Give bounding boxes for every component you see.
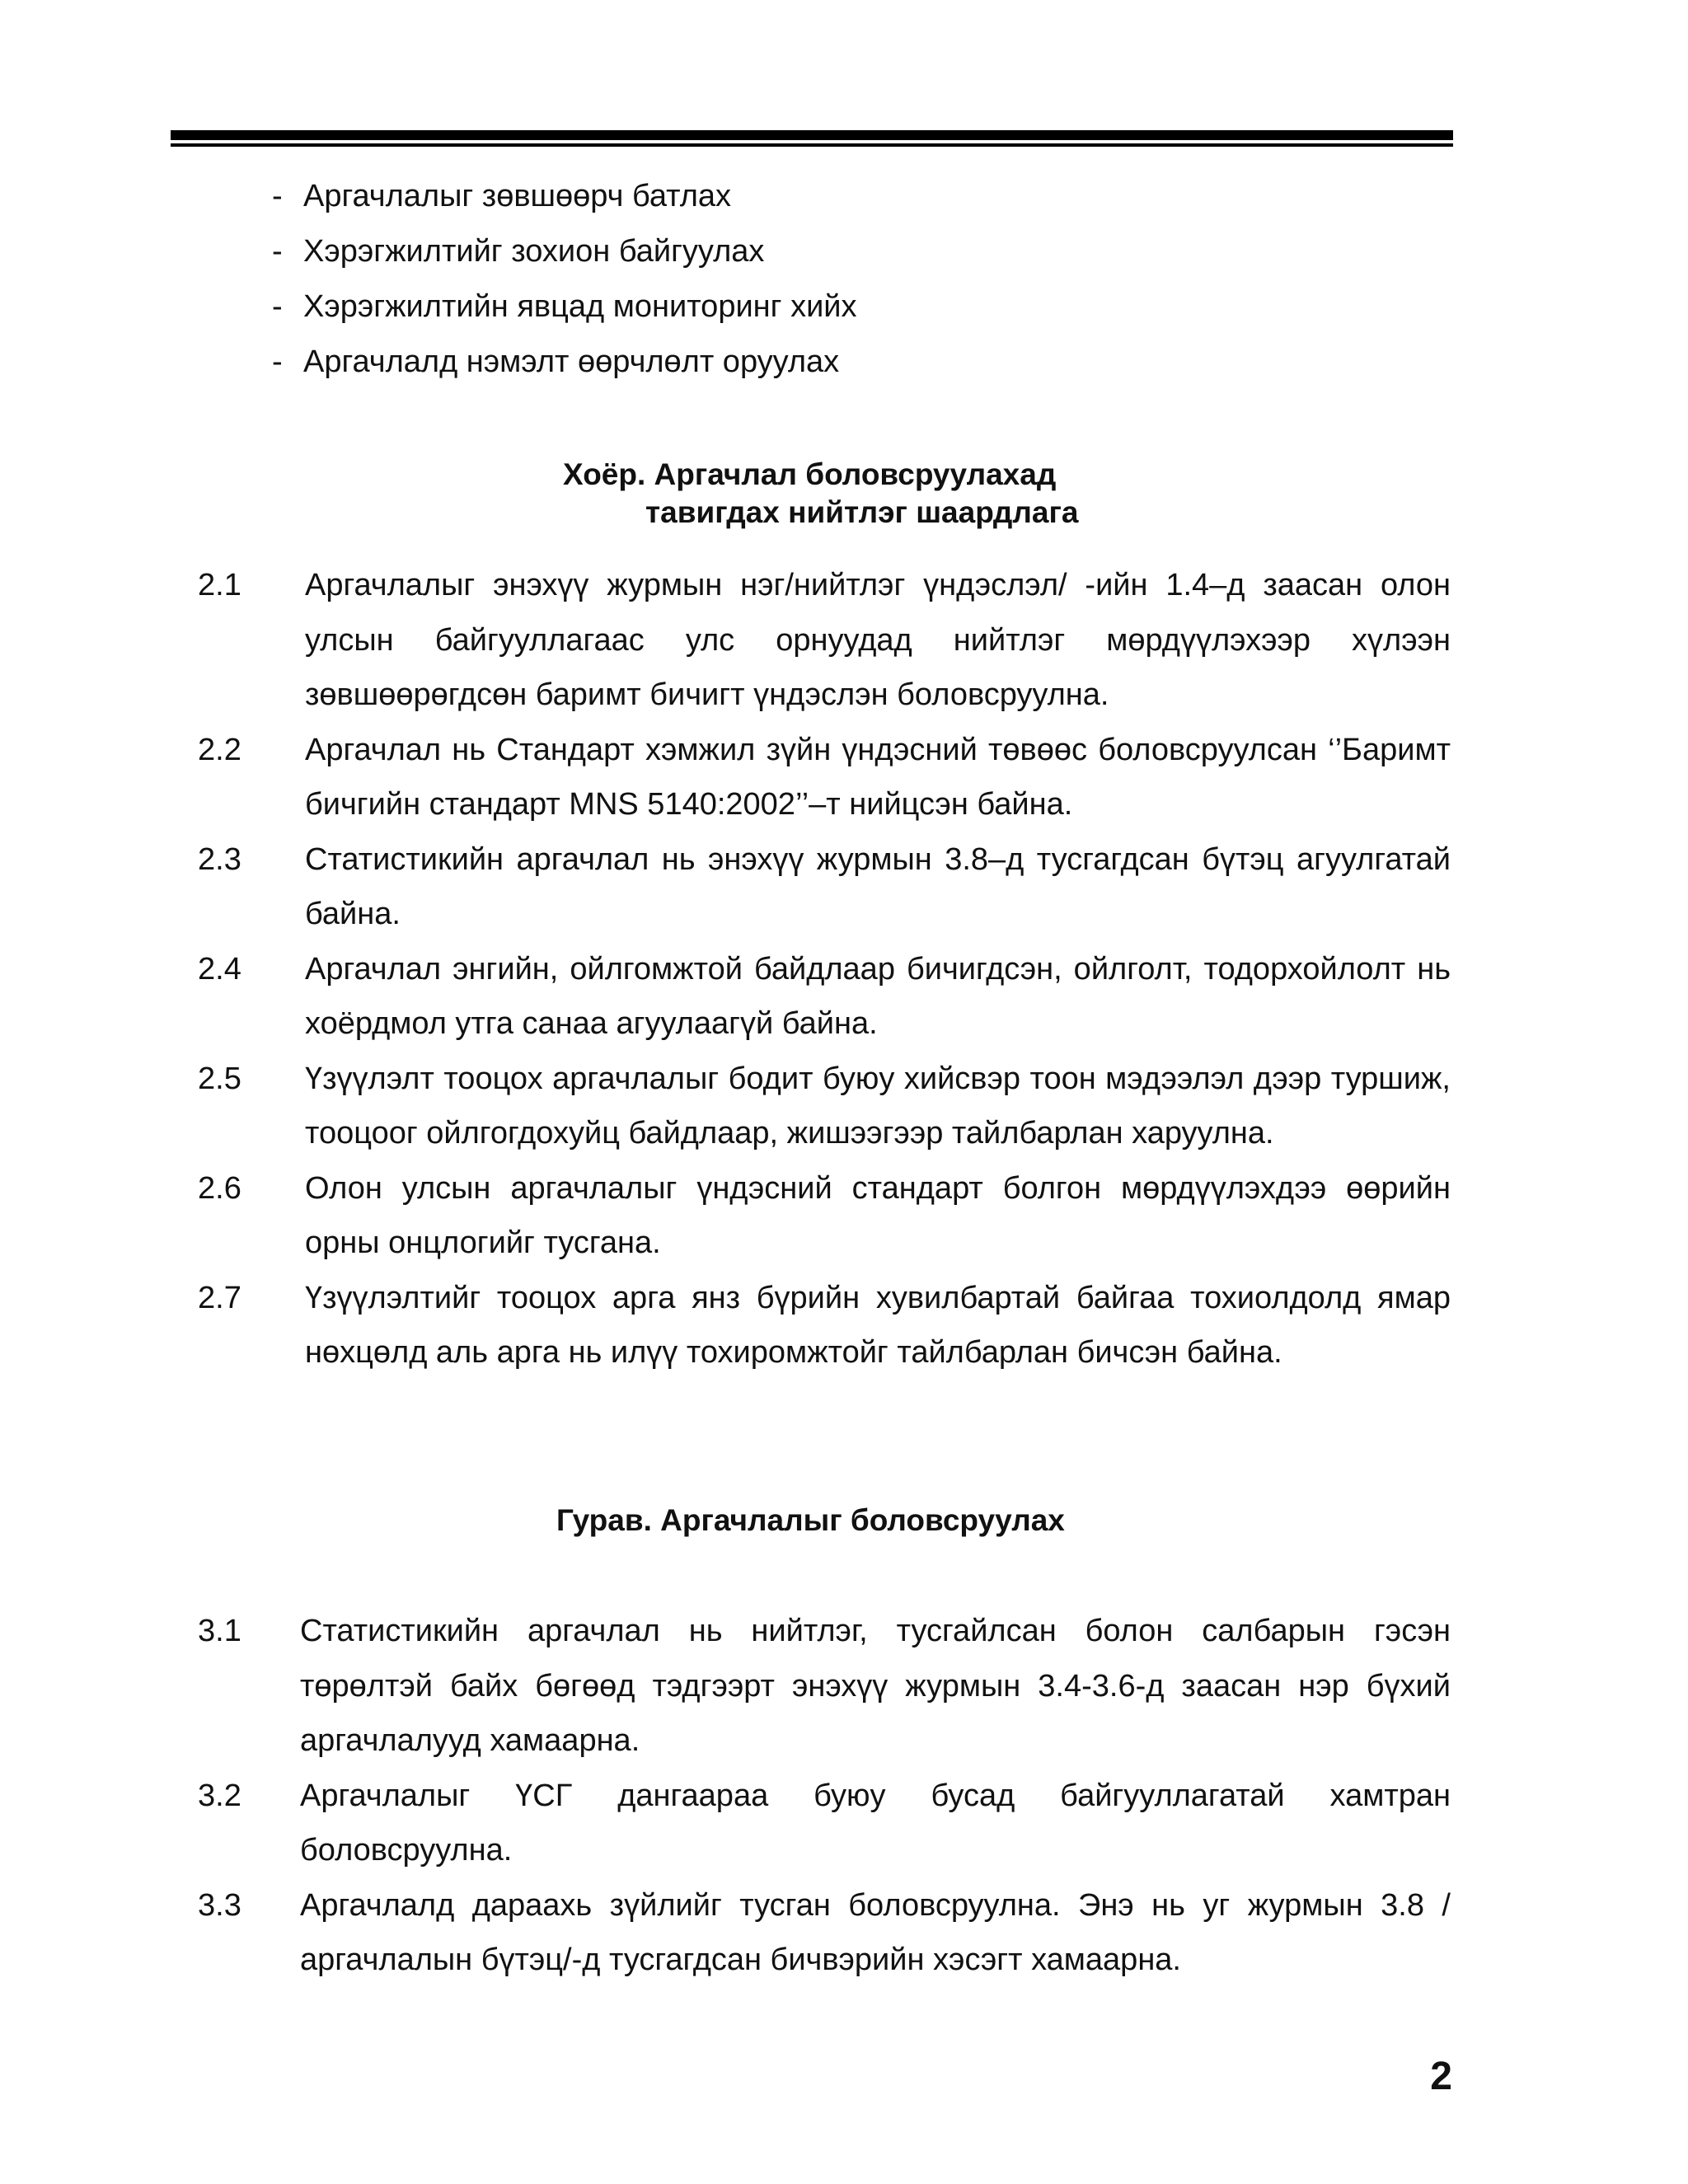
bullet-item (272, 169, 1426, 224)
bullet-dash: - (272, 234, 283, 269)
section-2-list (198, 558, 1451, 1380)
section-3-list (198, 1604, 1451, 1988)
clause-text: Аргачлалд дараахь зүйлийг тусган боловсруулна. Энэ нь уг журмын 3.8 /аргачлалын бүтэц/-д тусгагдсан бичвэрийн хэсэгт хамаарна. (300, 1887, 1451, 1977)
bullet-text: Хэрэгжилтийг зохион байгуулах (303, 234, 765, 269)
clause (198, 1878, 1451, 1988)
clause-text: Аргачлалыг энэхүү журмын нэг/нийтлэг үндэслэл/ -ийн 1.4–д заасан олон улсын байгууллагаас улс орнуудад нийтлэг мөрдүүлэхээр хүлээн зөвшөөрөгдсөн баримт бичигт үндэслэн боловсруулна. (305, 568, 1451, 712)
page-number: 2 (1430, 2055, 1452, 2098)
bullet-dash: - (272, 344, 283, 379)
clause (198, 723, 1451, 832)
clause (198, 1161, 1451, 1271)
section-2-title-line-1: Хоёр. Аргачлал боловсруулахад (563, 457, 1057, 491)
clause-number: 2.7 (198, 1280, 241, 1315)
clause-number: 2.1 (198, 568, 241, 602)
clause (198, 1769, 1451, 1878)
clause (198, 1604, 1451, 1769)
bullet-dash: - (272, 289, 283, 324)
clause (198, 558, 1451, 723)
clause-text: Олон улсын аргачлалыг үндэсний стандарт болгон мөрдүүлэхдээ өөрийн орны онцлогийг тусгана. (305, 1170, 1451, 1260)
clause-text: Аргачлалыг ҮСГ дангаараа буюу бусад байгууллагатай хамтран боловсруулна. (300, 1778, 1451, 1868)
bullet-dash: - (272, 179, 283, 213)
bullet-text: Аргачлалд нэмэлт өөрчлөлт оруулах (303, 344, 840, 379)
bullet-list (272, 169, 1426, 390)
bullet-text: Аргачлалыг зөвшөөрч батлах (303, 179, 732, 213)
clause-number: 2.4 (198, 951, 241, 987)
header-rule-thin (171, 143, 1453, 147)
clause-number: 2.2 (198, 732, 241, 767)
clause-text: Үзүүлэлт тооцох аргачлалыг бодит буюу хийсвэр тоон мэдээлэл дээр туршиж, тооцоог ойлгогдохуйц байдлаар, жишээгээр тайлбарлан харуулна. (305, 1061, 1451, 1151)
clause (198, 942, 1451, 1052)
clause-text: Статистикийн аргачлал нь нийтлэг, тусгайлсан болон салбарын гэсэн төрөлтэй байх бөгөөд тэдгээрт энэхүү журмын 3.4-3.6-д заасан нэр бүхий аргачлалууд хамаарна. (300, 1614, 1451, 1758)
header-rule-thick (171, 130, 1453, 140)
clause-text: Статистикийн аргачлал нь энэхүү журмын 3.8–д тусгагдсан бүтэц агуулгатай байна. (305, 841, 1451, 931)
bullet-item (272, 224, 1426, 279)
bullet-item (272, 335, 1426, 390)
clause-number: 2.5 (198, 1061, 241, 1096)
clause-number: 2.6 (198, 1170, 241, 1206)
clause (198, 832, 1451, 942)
clause-number: 3.2 (198, 1778, 241, 1813)
clause-number: 3.3 (198, 1887, 241, 1923)
clause (198, 1271, 1451, 1380)
clause-number: 3.1 (198, 1614, 241, 1648)
bullet-text: Хэрэгжилтийн явцад мониторинг хийх (303, 289, 857, 324)
clause (198, 1052, 1451, 1161)
clause-number: 2.3 (198, 841, 241, 877)
section-3-title: Гурав. Аргачлалыг боловсруулах (556, 1503, 1065, 1537)
clause-text: Аргачлал нь Стандарт хэмжил зүйн үндэсний төвөөс боловсруулсан ‘’Баримт бичгийн стандарт MNS 5140:2002’’–т нийцсэн байна. (305, 732, 1451, 822)
bullet-item (272, 279, 1426, 335)
clause-text: Аргачлал энгийн, ойлгомжтой байдлаар бичигдсэн, ойлголт, тодорхойлолт нь хоёрдмол утга санаа агуулаагүй байна. (305, 951, 1451, 1041)
clause-text: Үзүүлэлтийг тооцох арга янз бүрийн хувилбартай байгаа тохиолдолд ямар нөхцөлд аль арга нь илүү тохиромжтойг тайлбарлан бичсэн байна. (305, 1280, 1451, 1370)
section-2-title-line-2: тавигдах нийтлэг шаардлага (645, 495, 1079, 529)
